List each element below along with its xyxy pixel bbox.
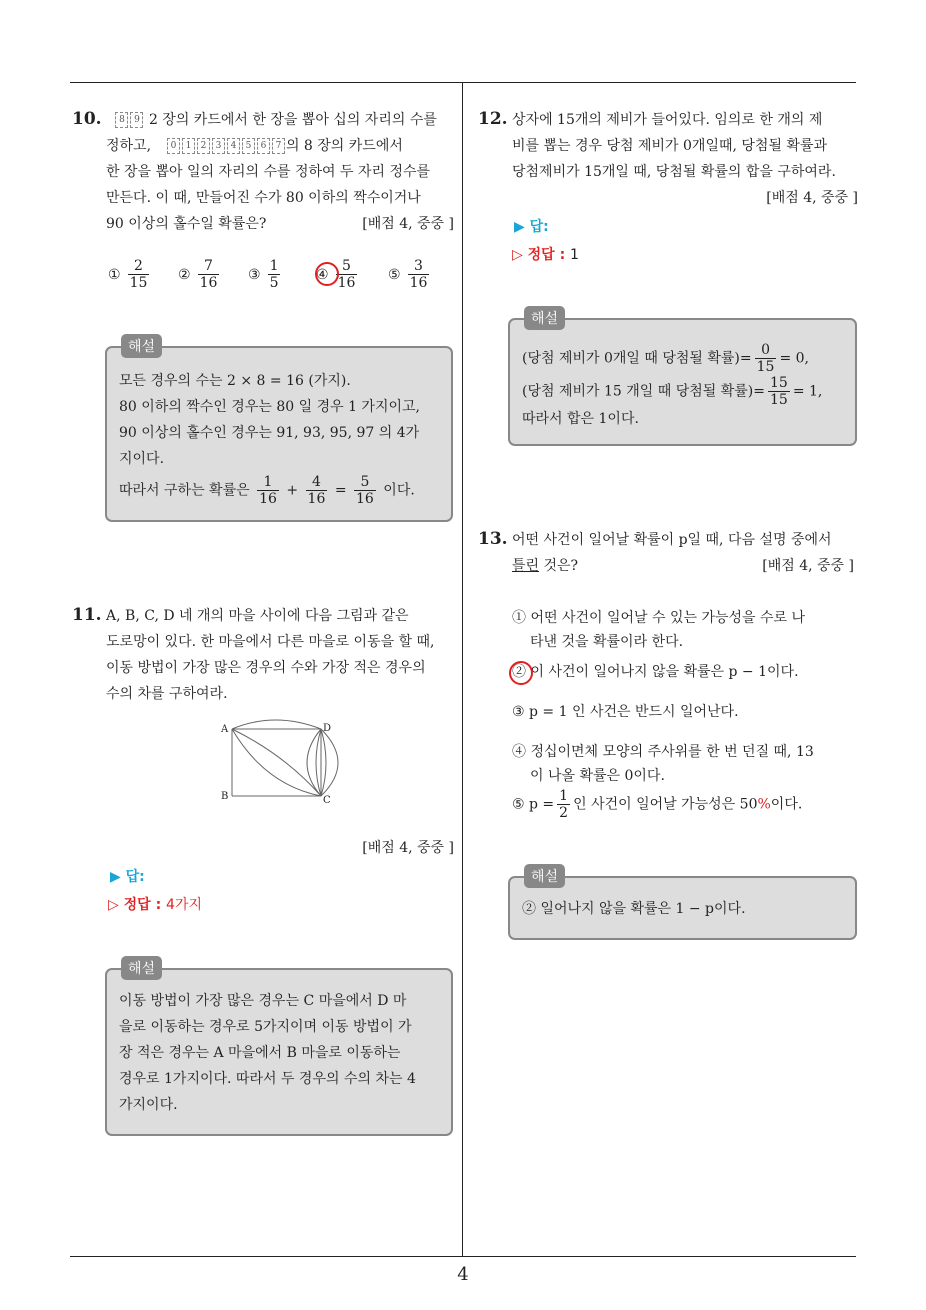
road-network-figure	[215, 715, 345, 810]
underlined-word: 틀린	[512, 558, 540, 574]
explanation-formula: 따라서 구하는 확률은 $\frac{1}{16}$ + $\frac{4}{16}$ = $\frac{5}{16}$ 이다.	[119, 474, 415, 507]
text-line: 만든다. 이 때, 만들어진 수가 80 이하의 짝수이거나	[106, 190, 421, 206]
explanation-line: 지이다.	[119, 451, 165, 467]
text-line: 것은?	[539, 558, 579, 574]
option-2[interactable]: ② 이 사건이 일어나지 않을 확률은 p − 1이다.	[512, 664, 799, 680]
fraction: $\frac{3}{16}$	[409, 258, 428, 291]
text-line: 수의 차를 구하여라.	[106, 686, 228, 702]
explanation-label: 해설	[524, 306, 565, 330]
explanation-label: 해설	[524, 864, 565, 888]
label-d: D	[323, 723, 332, 734]
choice-5[interactable]	[388, 258, 432, 291]
text-line: 당첨제비가 15개일 때, 당첨될 확률의 합을 구하여라.	[512, 164, 836, 180]
explanation-line: 모든 경우의 수는 2 × 8 = 16 (가지).	[119, 373, 351, 389]
text-line: 한 장을 뽑아 일의 자리의 수를 정하여 두 자리 정수를	[106, 164, 431, 180]
score: [배점 4, 중중 ]	[766, 190, 858, 206]
label-c: C	[323, 795, 331, 806]
top-rule	[70, 82, 856, 83]
answer-label: ▶ 답:	[110, 869, 145, 885]
question-10	[72, 106, 454, 237]
card: 6	[257, 138, 270, 154]
card: 1	[182, 138, 195, 154]
card: 7	[272, 138, 285, 154]
explanation-line: 이동 방법이 가장 많은 경우는 C 마을에서 D 마	[119, 993, 407, 1009]
choice-mark: ④	[316, 266, 329, 283]
answer-choices	[108, 258, 448, 298]
card: 4	[227, 138, 240, 154]
text-line: 도로망이 있다. 한 마을에서 다른 마을로 이동을 할 때,	[106, 634, 435, 650]
page-number: 4	[457, 1264, 469, 1285]
explanation-box	[508, 311, 857, 446]
bottom-rule	[70, 1256, 856, 1257]
correct-answer-circle	[315, 262, 339, 286]
question-number: 11.	[72, 605, 102, 625]
explanation-line: ② 일어나지 않을 확률은 1 − p이다.	[522, 901, 746, 917]
card: 8	[115, 112, 128, 128]
question-number: 13.	[478, 529, 508, 549]
correct-answer-circle	[509, 661, 533, 685]
explanation-line: 가지이다.	[119, 1097, 178, 1113]
question-12	[478, 106, 858, 211]
option-1[interactable]: ① 어떤 사건이 일어날 수 있는 가능성을 수로 나 타낸 것을 확률이라 한다.	[512, 610, 806, 650]
card: 0	[167, 138, 180, 154]
explanation-box	[105, 339, 453, 522]
question-number: 12.	[478, 109, 508, 129]
column-divider	[462, 82, 463, 1256]
correct-answer: ▷ 정답 : 1	[512, 247, 579, 263]
card: 2	[197, 138, 210, 154]
explanation-line: 경우로 1가지이다. 따라서 두 경우의 수의 차는 4	[119, 1071, 416, 1087]
explanation-line: 을로 이동하는 경우로 5가지이며 이동 방법이 가	[119, 1019, 412, 1035]
explanation-formula: (당첨 제비가 0개일 때 당첨될 확률)= $\frac{0}{15}$ = 0,	[522, 342, 809, 375]
text-line: 이동 방법이 가장 많은 경우의 수와 가장 적은 경우의	[106, 660, 426, 676]
fraction: $\frac{1}{5}$	[269, 258, 279, 291]
option-4[interactable]: ④ 정십이면체 모양의 주사위를 한 번 던질 때, 13 이 나올 확률은 0이다.	[512, 744, 814, 784]
choice-mark: ③	[248, 266, 261, 283]
option-3[interactable]: ③ p = 1 인 사건은 반드시 일어난다.	[512, 704, 739, 720]
choice-mark: ⑤	[388, 266, 401, 283]
explanation-line: 장 적은 경우는 A 마을에서 B 마을로 이동하는	[119, 1045, 401, 1061]
score: [배점 4, 중중 ]	[362, 216, 454, 232]
question-13	[478, 526, 858, 579]
choice-mark: ①	[108, 266, 121, 283]
text-line: 90 이상의 홀수일 확률은?	[106, 216, 267, 232]
label-b: B	[221, 791, 229, 802]
score: [배점 4, 중중 ]	[362, 840, 454, 856]
label-a: A	[221, 724, 229, 735]
explanation-line: 90 이상의 홀수인 경우는 91, 93, 95, 97 의 4가	[119, 425, 420, 441]
fraction: $\frac{7}{16}$	[199, 258, 218, 291]
text-line: 비를 뽑는 경우 당첨 제비가 0개일때, 당첨될 확률과	[512, 138, 827, 154]
card: 3	[212, 138, 225, 154]
text-line: A, B, C, D 네 개의 마을 사이에 다음 그림과 같은	[106, 608, 409, 624]
explanation-line: 따라서 합은 1이다.	[522, 411, 639, 427]
choice-2[interactable]	[178, 258, 222, 291]
explanation-label: 해설	[121, 334, 162, 358]
fraction: $\frac{5}{16}$	[337, 258, 356, 291]
card: 9	[130, 112, 143, 128]
text-line: 2 장의 카드에서 한 장을 뽑아 십의 자리의 수를	[148, 112, 437, 128]
explanation-box	[105, 961, 453, 1136]
text-line: 상자에 15개의 제비가 들어있다. 임의로 한 개의 제	[512, 112, 823, 128]
explanation-box	[508, 869, 857, 940]
explanation-line: 80 이하의 짝수인 경우는 80 일 경우 1 가지이고,	[119, 399, 420, 415]
question-number: 10.	[72, 109, 102, 129]
correct-answer: ▷ 정답 : 4가지	[108, 897, 203, 913]
card: 5	[242, 138, 255, 154]
fraction: $\frac{2}{15}$	[129, 258, 148, 291]
choice-mark: ②	[178, 266, 191, 283]
choice-1[interactable]	[108, 258, 152, 291]
text-line: 정하고,	[106, 138, 152, 154]
explanation-formula: (당첨 제비가 15 개일 때 당첨될 확률)= $\frac{15}{15}$ = 1,	[522, 375, 823, 408]
choice-3[interactable]	[248, 258, 283, 291]
answer-label: ▶ 답:	[514, 219, 549, 235]
explanation-label: 해설	[121, 956, 162, 980]
text-line: 의 8 장의 카드에서	[285, 138, 403, 154]
question-11	[72, 602, 454, 707]
text-line: 어떤 사건이 일어날 확률이 p일 때, 다음 설명 중에서	[512, 532, 832, 548]
score: [배점 4, 중중 ]	[762, 558, 854, 574]
option-5[interactable]: ⑤ p = $\frac{1}{2}$ 인 사건이 일어날 가능성은 50%이다.	[512, 788, 803, 821]
